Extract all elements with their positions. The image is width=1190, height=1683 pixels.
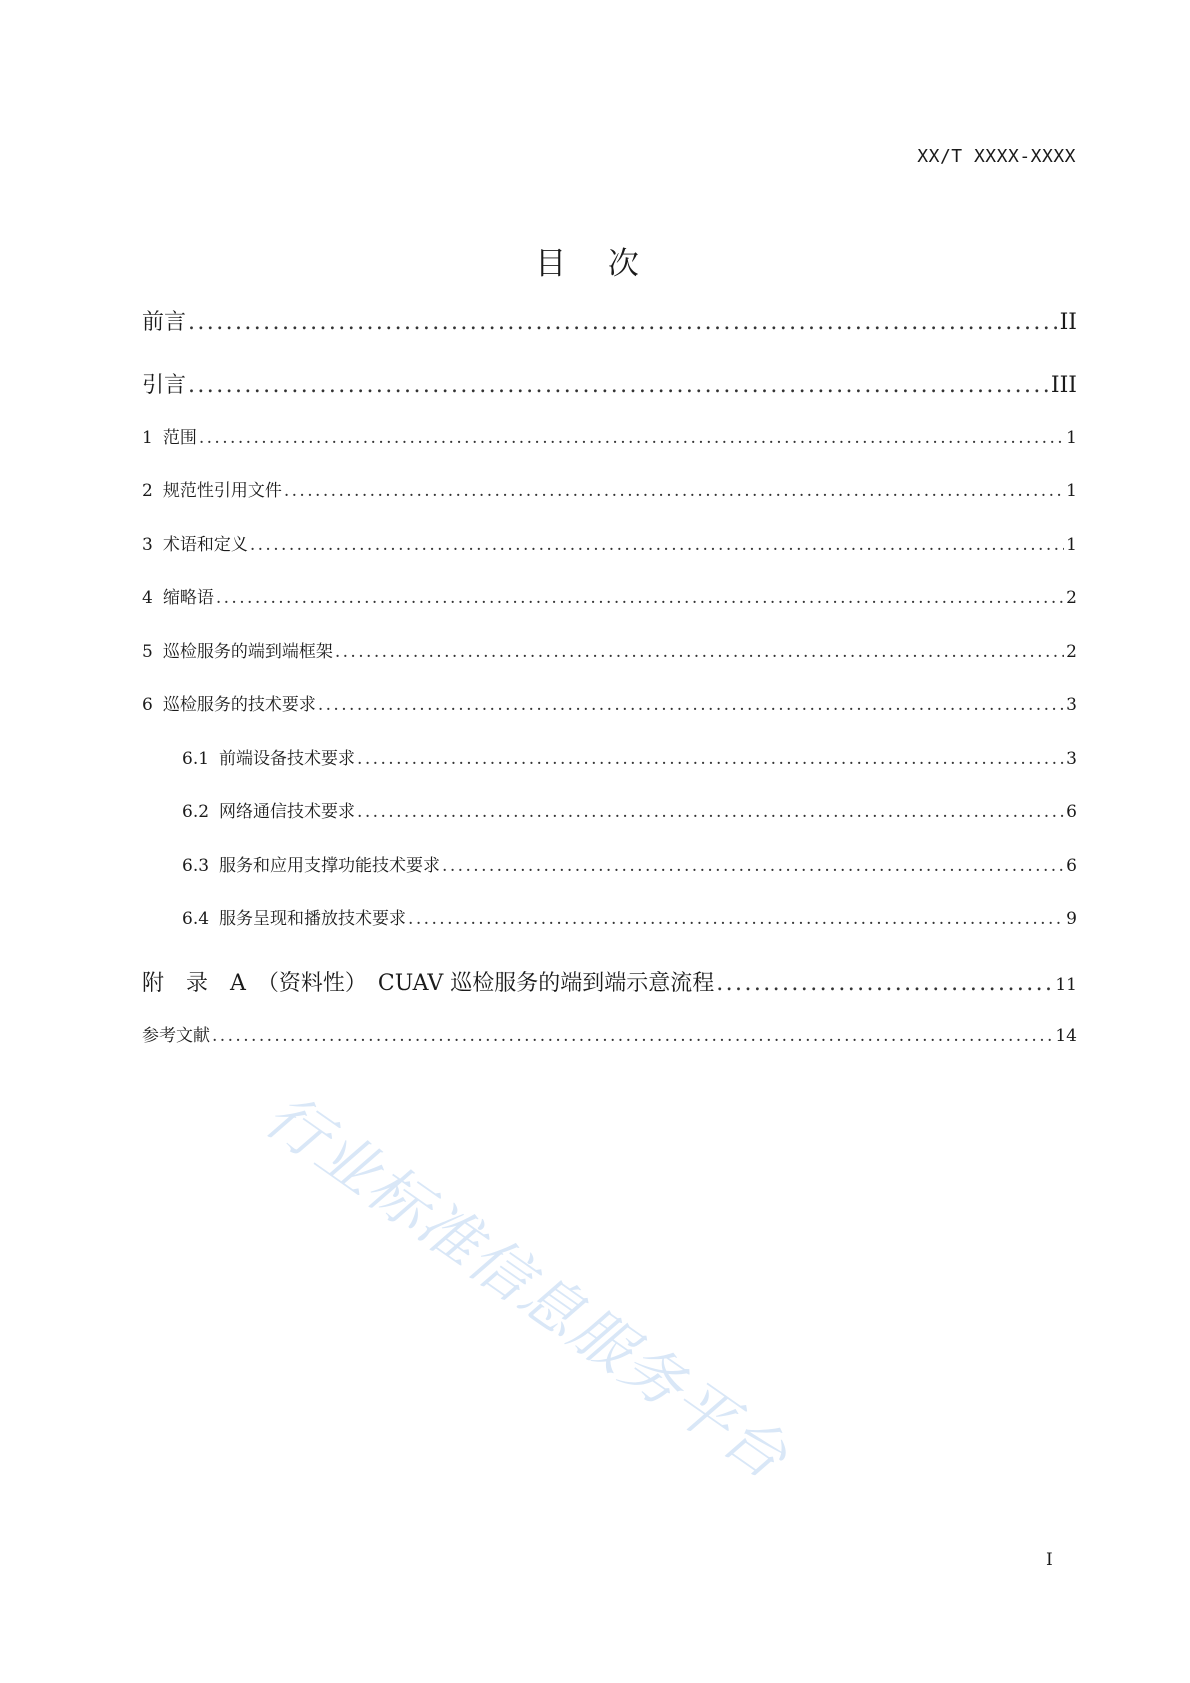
toc-entry-normative-references[interactable] <box>142 476 1077 501</box>
toc-entry-label <box>142 476 282 501</box>
dot-leader <box>188 373 1049 398</box>
dot-leader <box>335 642 1064 662</box>
toc-entry-number: 3 <box>142 535 153 555</box>
dot-leader <box>216 588 1064 608</box>
toc-entry-page: 3 <box>1066 695 1077 715</box>
toc-entry-bibliography[interactable] <box>142 1021 1077 1046</box>
dot-leader <box>284 481 1064 501</box>
toc-entry-label <box>182 797 355 822</box>
toc-entry-label <box>142 690 316 715</box>
toc-entry-page: II <box>1059 310 1077 335</box>
toc-entry-6-1[interactable] <box>182 744 1077 769</box>
toc-entry-number: 4 <box>142 588 153 608</box>
toc-entry-abbreviations[interactable] <box>142 583 1077 608</box>
toc-entry-label: 附 录 A （资料性） CUAV 巡检服务的端到端示意流程 <box>142 971 715 996</box>
toc-entry-technical-requirements[interactable] <box>142 690 1077 715</box>
toc-entry-page: 11 <box>1055 975 1077 995</box>
toc-entry-label: 引言 <box>142 373 187 398</box>
toc-entry-label <box>182 744 355 769</box>
toc-entry-page: 9 <box>1066 909 1077 929</box>
toc-entry-number: 6.2 <box>182 802 210 822</box>
toc-entry-page: 6 <box>1066 802 1077 822</box>
toc-title: 目 次 <box>535 246 655 282</box>
dot-leader <box>408 909 1064 929</box>
toc-entry-page: III <box>1050 373 1077 398</box>
dot-leader <box>188 310 1058 335</box>
toc-entry-text: 缩略语 <box>162 588 214 608</box>
page-number: I <box>1046 1550 1053 1570</box>
toc-entry-page: 2 <box>1066 588 1077 608</box>
toc-entry-page: 1 <box>1066 535 1077 555</box>
toc-entry-number: 6.4 <box>182 909 210 929</box>
toc-entry-number: 5 <box>142 642 153 662</box>
toc-entry-6-2[interactable] <box>182 797 1077 822</box>
toc-entry-text: 规范性引用文件 <box>162 481 282 501</box>
dot-leader <box>250 535 1064 555</box>
toc-entry-label <box>182 904 406 929</box>
dot-leader <box>442 856 1064 876</box>
toc-entry-label <box>142 637 333 662</box>
toc-entry-text: 网络通信技术要求 <box>219 802 356 822</box>
toc-entry-text: 巡检服务的技术要求 <box>162 695 316 715</box>
toc-entry-text: 巡检服务的端到端框架 <box>162 642 333 662</box>
toc-entry-page: 14 <box>1055 1026 1077 1046</box>
toc-entry-label <box>182 851 440 876</box>
dot-leader <box>716 971 1053 996</box>
toc-entry-text: 服务和应用支撑功能技术要求 <box>219 856 441 876</box>
watermark: 行业标准信息服务平台 <box>252 1080 801 1494</box>
dot-leader <box>318 695 1064 715</box>
toc-entry-page: 1 <box>1066 481 1077 501</box>
toc-entry-label <box>142 583 214 608</box>
dot-leader <box>212 1026 1053 1046</box>
toc-entry-text: 服务呈现和播放技术要求 <box>219 909 407 929</box>
toc-entry-text: 术语和定义 <box>162 535 248 555</box>
toc-entry-number: 2 <box>142 481 153 501</box>
toc-entry-6-4[interactable] <box>182 904 1077 929</box>
toc-entry-number: 6.1 <box>182 749 210 769</box>
dot-leader <box>357 749 1064 769</box>
toc-entry-page: 2 <box>1066 642 1077 662</box>
toc-entry-terms[interactable] <box>142 530 1077 555</box>
toc-entry-text: 前端设备技术要求 <box>219 749 356 769</box>
toc-entry-introduction[interactable] <box>142 368 1077 399</box>
toc-entry-page: 6 <box>1066 856 1077 876</box>
toc-entry-text: 范围 <box>162 428 197 448</box>
toc-entry-page: 1 <box>1066 428 1077 448</box>
toc-entry-appendix-a[interactable] <box>142 966 1077 997</box>
toc-entry-6-3[interactable] <box>182 851 1077 876</box>
toc-entry-scope[interactable] <box>142 423 1077 448</box>
dot-leader <box>199 428 1064 448</box>
toc-entry-number: 6.3 <box>182 856 210 876</box>
toc-entry-label: 参考文献 <box>142 1026 210 1046</box>
toc-entry-page: 3 <box>1066 749 1077 769</box>
toc-entry-number: 1 <box>142 428 153 448</box>
toc-entry-framework[interactable] <box>142 637 1077 662</box>
toc-entry-number: 6 <box>142 695 153 715</box>
toc-entry-label <box>142 530 248 555</box>
toc-entry-label: 前言 <box>142 310 187 335</box>
document-code: XX/T XXXX-XXXX <box>917 146 1076 167</box>
dot-leader <box>357 802 1064 822</box>
toc-entry-foreword[interactable] <box>142 305 1077 336</box>
toc-entry-label <box>142 423 197 448</box>
